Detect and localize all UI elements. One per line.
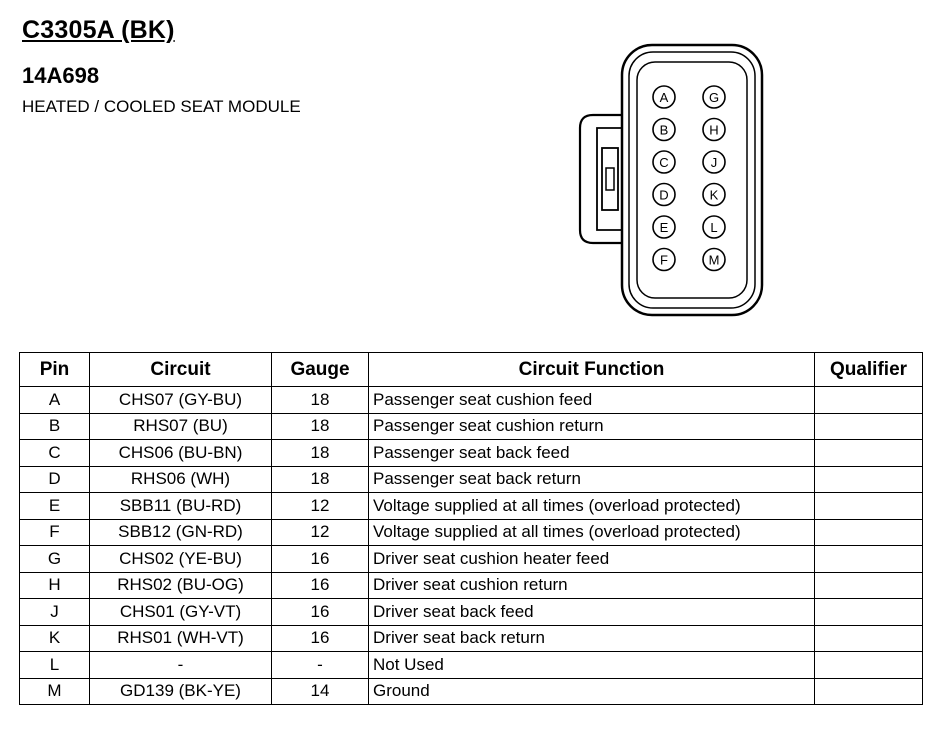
function-cell: Driver seat back return xyxy=(369,625,815,652)
connector-inner-shell xyxy=(629,52,755,308)
header-circuit-function: Circuit Function xyxy=(369,353,815,387)
pin-label-c: C xyxy=(659,155,669,170)
circuit-cell: CHS01 (GY-VT) xyxy=(90,599,272,626)
circuit-cell: CHS02 (YE-BU) xyxy=(90,546,272,573)
pinout-table xyxy=(19,352,923,705)
pin-cell: J xyxy=(20,599,90,626)
function-cell: Not Used xyxy=(369,652,815,679)
function-cell: Passenger seat cushion return xyxy=(369,413,815,440)
connector-id-title: C3305A (BK) xyxy=(22,16,175,44)
pin-label-g: G xyxy=(708,90,720,105)
table-row xyxy=(20,546,923,573)
function-cell: Passenger seat back feed xyxy=(369,440,815,467)
table-row xyxy=(20,387,923,414)
table-row xyxy=(20,413,923,440)
table-row xyxy=(20,440,923,467)
gauge-cell: 18 xyxy=(272,466,369,493)
function-cell: Ground xyxy=(369,678,815,705)
connector-latch-slot xyxy=(606,168,614,190)
module-description: HEATED / COOLED SEAT MODULE xyxy=(22,97,301,116)
qualifier-cell xyxy=(815,387,923,414)
function-cell: Passenger seat cushion feed xyxy=(369,387,815,414)
table-row xyxy=(20,625,923,652)
pin-label-a: A xyxy=(659,90,669,105)
pin-label-b: B xyxy=(659,122,669,138)
function-cell: Voltage supplied at all times (overload protected) xyxy=(369,519,815,546)
pin-cell: G xyxy=(20,546,90,573)
pin-label-d: D xyxy=(659,187,669,203)
qualifier-cell xyxy=(815,440,923,467)
qualifier-cell xyxy=(815,599,923,626)
pin-cell: D xyxy=(20,466,90,493)
pin-label-l: L xyxy=(710,220,718,235)
gauge-cell: 16 xyxy=(272,599,369,626)
header-qualifier: Qualifier xyxy=(815,353,923,387)
pin-cell: E xyxy=(20,493,90,520)
pin-cell: L xyxy=(20,652,90,679)
qualifier-cell xyxy=(815,413,923,440)
connector-outer-shell xyxy=(622,45,762,315)
pin-cell: M xyxy=(20,678,90,705)
pin-cell: F xyxy=(20,519,90,546)
circuit-cell: RHS02 (BU-OG) xyxy=(90,572,272,599)
pin-label-j: J xyxy=(710,155,718,170)
gauge-cell: - xyxy=(272,652,369,679)
table-header-row xyxy=(20,353,923,387)
gauge-cell: 16 xyxy=(272,546,369,573)
part-number: 14A698 xyxy=(22,63,100,88)
table-row xyxy=(20,678,923,705)
connector-latch xyxy=(580,115,622,243)
circuit-cell: RHS01 (WH-VT) xyxy=(90,625,272,652)
gauge-cell: 12 xyxy=(272,519,369,546)
gauge-cell: 12 xyxy=(272,493,369,520)
function-cell: Driver seat back feed xyxy=(369,599,815,626)
function-cell: Voltage supplied at all times (overload protected) xyxy=(369,493,815,520)
pin-cell: H xyxy=(20,572,90,599)
pin-label-e: E xyxy=(659,220,669,235)
table-row xyxy=(20,466,923,493)
gauge-cell: 14 xyxy=(272,678,369,705)
circuit-cell: CHS07 (GY-BU) xyxy=(90,387,272,414)
pin-label-m: M xyxy=(708,252,720,268)
pin-cell: C xyxy=(20,440,90,467)
function-cell: Driver seat cushion return xyxy=(369,572,815,599)
table-row xyxy=(20,493,923,520)
header-pin: Pin xyxy=(20,353,90,387)
connector-latch-tab xyxy=(602,148,618,210)
pin-label-k: K xyxy=(709,187,719,203)
gauge-cell: 16 xyxy=(272,572,369,599)
gauge-cell: 16 xyxy=(272,625,369,652)
qualifier-cell xyxy=(815,572,923,599)
connector-face-diagram xyxy=(575,40,775,320)
qualifier-cell xyxy=(815,493,923,520)
circuit-cell: RHS06 (WH) xyxy=(90,466,272,493)
header-circuit: Circuit xyxy=(90,353,272,387)
pin-label-h: H xyxy=(709,122,719,138)
gauge-cell: 18 xyxy=(272,440,369,467)
circuit-cell: GD139 (BK-YE) xyxy=(90,678,272,705)
function-cell: Passenger seat back return xyxy=(369,466,815,493)
pin-cell: A xyxy=(20,387,90,414)
header-gauge: Gauge xyxy=(272,353,369,387)
function-cell: Driver seat cushion heater feed xyxy=(369,546,815,573)
gauge-cell: 18 xyxy=(272,387,369,414)
qualifier-cell xyxy=(815,466,923,493)
qualifier-cell xyxy=(815,652,923,679)
table-row xyxy=(20,572,923,599)
circuit-cell: SBB12 (GN-RD) xyxy=(90,519,272,546)
qualifier-cell xyxy=(815,519,923,546)
circuit-cell: RHS07 (BU) xyxy=(90,413,272,440)
circuit-cell: SBB11 (BU-RD) xyxy=(90,493,272,520)
qualifier-cell xyxy=(815,546,923,573)
connector-pins xyxy=(653,86,725,271)
gauge-cell: 18 xyxy=(272,413,369,440)
circuit-cell: - xyxy=(90,652,272,679)
pin-cell: B xyxy=(20,413,90,440)
table-row xyxy=(20,519,923,546)
table-row xyxy=(20,599,923,626)
pin-cell: K xyxy=(20,625,90,652)
qualifier-cell xyxy=(815,625,923,652)
qualifier-cell xyxy=(815,678,923,705)
table-row xyxy=(20,652,923,679)
pin-label-f: F xyxy=(660,252,668,268)
circuit-cell: CHS06 (BU-BN) xyxy=(90,440,272,467)
